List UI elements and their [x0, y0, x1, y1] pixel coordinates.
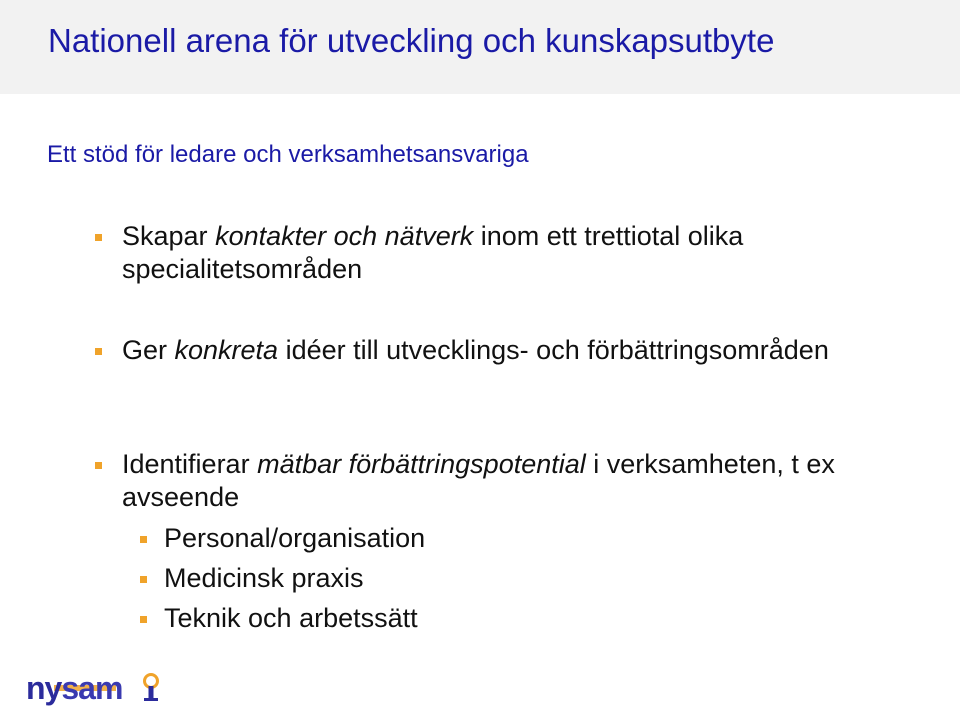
bullet-item — [122, 334, 922, 367]
bullet-item — [122, 448, 942, 514]
lead-text: Ett stöd för ledare och verksamhetsansvariga — [47, 141, 529, 168]
sub-bullet-item — [164, 602, 418, 635]
square-bullet-icon — [140, 576, 147, 583]
nysam-logo — [24, 668, 164, 712]
square-bullet-icon — [140, 616, 147, 623]
sub-bullet-item — [164, 522, 425, 555]
keyhole-icon — [142, 672, 160, 702]
sub-bullet-text: Personal/organisation — [164, 523, 426, 553]
square-bullet-icon — [95, 462, 102, 469]
logo-wordmark: nysam — [26, 670, 123, 706]
bullet-item — [122, 220, 922, 286]
sub-bullet-item — [164, 562, 364, 595]
bullet-text: Identifierar mätbar förbättringspotential i verksamheten, t ex avseende — [122, 449, 835, 512]
square-bullet-icon — [140, 536, 147, 543]
bullet-text: Skapar kontakter och nätverk inom ett trettiotal olika specialitetsområden — [122, 221, 744, 284]
square-bullet-icon — [95, 234, 102, 241]
slide-title: Nationell arena för utveckling och kunskapsutbyte — [48, 22, 775, 59]
sub-bullet-text: Teknik och arbetssätt — [164, 603, 418, 633]
square-bullet-icon — [95, 348, 102, 355]
sub-bullet-text: Medicinsk praxis — [164, 563, 364, 593]
bullet-text: Ger konkreta idéer till utvecklings- och förbättringsområden — [122, 335, 829, 365]
